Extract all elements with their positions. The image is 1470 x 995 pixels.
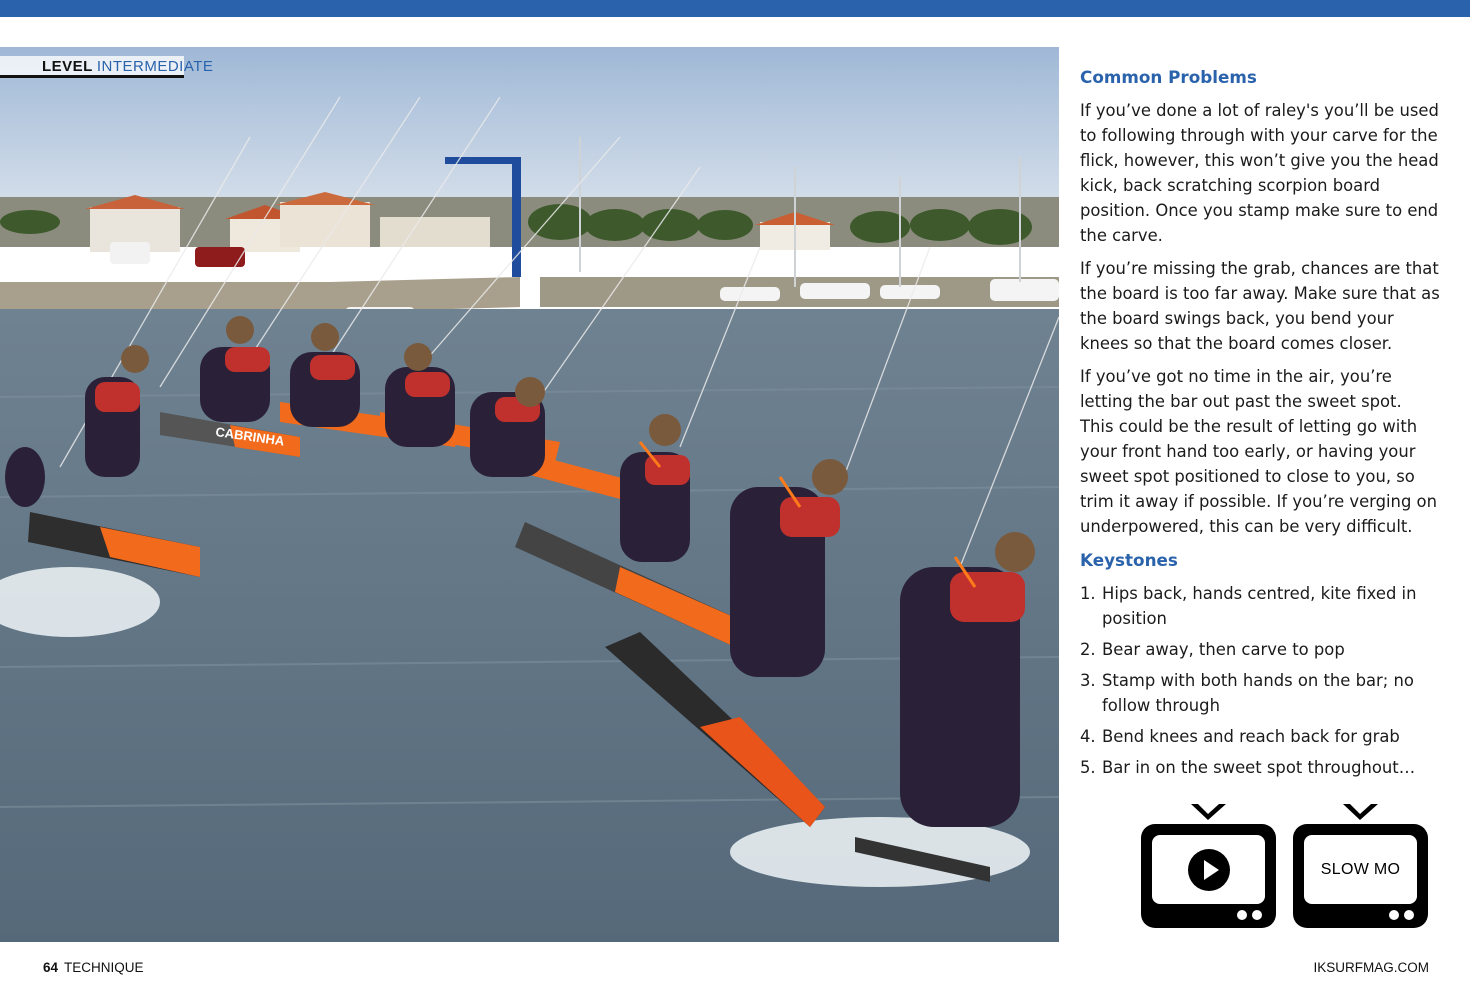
keystone-item — [1080, 581, 1440, 631]
level-value: INTERMEDIATE — [96, 58, 214, 75]
kitesurf-sequence-photo — [0, 47, 1059, 942]
keystone-text: Bar in on the sweet spot throughout… — [1102, 758, 1416, 777]
keystone-item — [1080, 724, 1440, 749]
keystone-item — [1080, 637, 1440, 662]
keystone-number: 3. — [1080, 671, 1096, 690]
keystone-item — [1080, 755, 1440, 780]
tv-antenna-icon — [1141, 804, 1276, 826]
article-text-column — [1080, 64, 1440, 786]
keystone-number: 5. — [1080, 758, 1096, 777]
board-brand-text: CABRINHA — [214, 424, 286, 449]
tv-dots — [1237, 910, 1262, 920]
keystone-text: Stamp with both hands on the bar; no follow through — [1102, 671, 1414, 715]
keystone-item — [1080, 668, 1440, 718]
play-icon — [1187, 848, 1231, 892]
top-color-bar — [0, 0, 1470, 17]
section-name: TECHNIQUE — [64, 960, 144, 975]
keystone-number: 1. — [1080, 584, 1096, 603]
footer-left — [43, 960, 144, 975]
keystone-number: 4. — [1080, 727, 1096, 746]
tv-dots — [1389, 910, 1414, 920]
page-number: 64 — [43, 960, 59, 975]
play-video-button[interactable] — [1141, 804, 1276, 928]
website-link[interactable]: IKSURFMAG.COM — [1313, 960, 1429, 975]
tv-screen — [1141, 824, 1276, 928]
problem-paragraph-2: If you’re missing the grab, chances are that the board is too far away. Make sure that as the board swings back, you bend your knees so that the board comes closer. — [1080, 259, 1440, 353]
problem-paragraph-1: If you’ve done a lot of raley's you’ll be used to following through with your carve for the flick, however, this won’t give you the head kick, back scratching scorpion board position. Once you stamp make sure to end the carve. — [1080, 101, 1439, 245]
keystones-heading: Keystones — [1080, 550, 1178, 570]
tv-inner-screen — [1304, 835, 1417, 904]
keystone-text: Hips back, hands centred, kite fixed in position — [1102, 584, 1417, 628]
keystone-text: Bear away, then carve to pop — [1102, 640, 1345, 659]
common-problems-heading: Common Problems — [1080, 67, 1257, 87]
tv-antenna-icon — [1293, 804, 1428, 826]
tv-screen — [1293, 824, 1428, 928]
keystone-number: 2. — [1080, 640, 1096, 659]
keystones-list — [1080, 581, 1440, 780]
keystone-text: Bend knees and reach back for grab — [1102, 727, 1400, 746]
problem-paragraph-3: If you’ve got no time in the air, you’re letting the bar out past the sweet spot. This could be the result of letting go with your front hand too early, or having your sweet spot positioned to close to you, so trim it away if possible. If you’re verging on underpowered, this can be very difficult. — [1080, 367, 1437, 536]
level-tag — [0, 56, 214, 78]
level-label: LEVEL — [42, 58, 93, 75]
slow-mo-video-button[interactable] — [1293, 804, 1428, 928]
tv-inner-screen — [1152, 835, 1265, 904]
slow-mo-label: SLOW MO — [1320, 860, 1401, 878]
